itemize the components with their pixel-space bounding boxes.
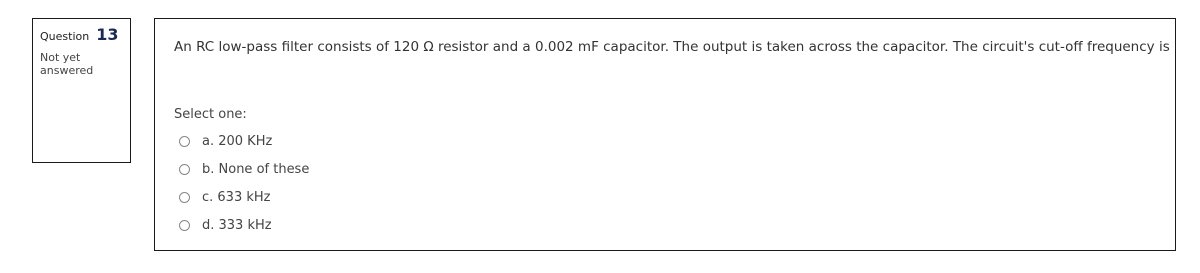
radio-button-icon[interactable] [179, 164, 190, 175]
question-text: An RC low-pass filter consists of 120 Ω resistor and a 0.002 mF capacitor. The output is taken across the capacitor. The circuit's cut-off frequency is [174, 39, 1170, 55]
option-a[interactable] [179, 127, 309, 155]
question-number: 13 [96, 25, 119, 44]
question-heading [40, 25, 123, 45]
answer-options [179, 127, 309, 239]
option-label[interactable]: a. 200 KHz [202, 133, 273, 149]
option-b[interactable] [179, 155, 309, 183]
question-label: Question [40, 30, 90, 43]
option-c[interactable] [179, 183, 309, 211]
question-content-panel [154, 18, 1176, 251]
radio-button-icon[interactable] [179, 220, 190, 231]
question-info-panel [32, 18, 131, 163]
option-d[interactable] [179, 211, 309, 239]
option-label[interactable]: d. 333 kHz [202, 217, 272, 233]
option-label[interactable]: b. None of these [202, 161, 310, 177]
option-label[interactable]: c. 633 kHz [202, 189, 271, 205]
question-state: Not yet answered [40, 51, 94, 77]
select-one-prompt: Select one: [174, 107, 247, 122]
radio-button-icon[interactable] [179, 136, 190, 147]
radio-button-icon[interactable] [179, 192, 190, 203]
